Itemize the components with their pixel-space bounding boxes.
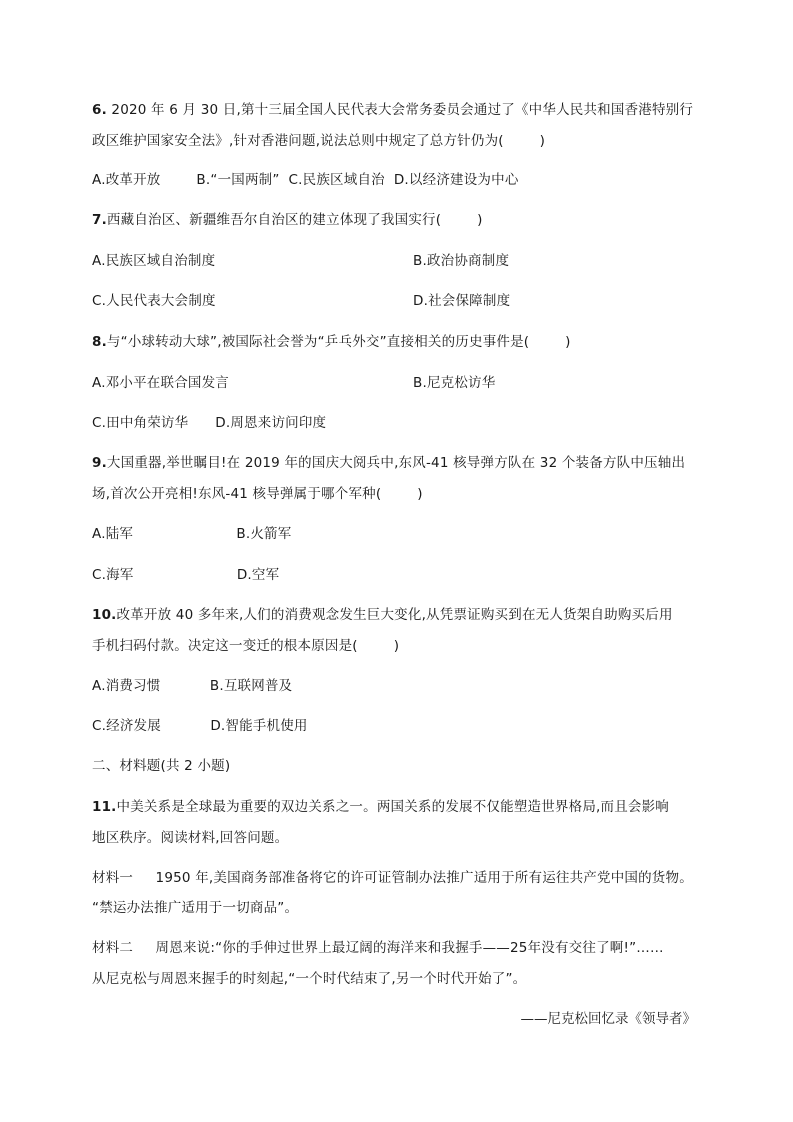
q7-option-a: A.民族区域自治制度 (92, 253, 216, 269)
q8-option-b: B.尼克松访华 (413, 375, 496, 391)
material1-line1: 材料一 1950 年,美国商务部准备将它的许可证管制办法推广适用于所有运往共产党中国的货物。 (92, 870, 693, 886)
q7-options-ab (92, 251, 510, 271)
q6-number: 6. (92, 102, 107, 118)
q9-stem-line2: 场,首次公开亮相!东风-41 核导弹属于哪个军种( ) (92, 486, 423, 502)
q8-stem-text: 与“小球转动大球”,被国际社会誉为“乒乓外交”直接相关的历史事件是( ) (106, 334, 571, 350)
q6-options: A.改革开放 B.“一国两制” C.民族区域自治 D.以经济建设为中心 (92, 172, 519, 188)
section-heading: 二、材料题(共 2 小题) (92, 758, 231, 774)
q10-number: 10. (92, 607, 117, 623)
q7-stem (92, 210, 483, 230)
q10-line1 (92, 605, 673, 625)
q9-stem-line1: 大国重器,举世瞩目!在 2019 年的国庆大阅兵中,东风-41 核导弹方队在 32 个装备方队中压轴出 (106, 455, 686, 471)
q11-line1 (92, 797, 669, 817)
q11-stem-line2: 地区秩序。阅读材料,回答问题。 (92, 830, 289, 846)
q8-option-a: A.邓小平在联合国发言 (92, 375, 229, 391)
q6-stem-line1: 2020 年 6 月 30 日,第十三届全国人民代表大会常务委员会通过了《中华人民共和国香港特别行 (106, 102, 694, 118)
q10-options-ab: A.消费习惯 B.互联网普及 (92, 678, 293, 694)
q11-number: 11. (92, 799, 117, 815)
q9-options-cd: C.海军 D.空军 (92, 567, 280, 583)
q9-options-ab: A.陆军 B.火箭军 (92, 526, 292, 542)
q9-number: 9. (92, 455, 107, 471)
q6-line1 (92, 100, 693, 120)
material2-source: ——尼克松回忆录《领导者》 (520, 1011, 696, 1027)
q7-option-b: B.政治协商制度 (413, 253, 510, 269)
material2-line1: 材料二 周恩来说:“你的手伸过世界上最辽阔的海洋来和我握手——25年没有交往了啊!”…… (92, 940, 664, 956)
q7-options-cd (92, 291, 511, 311)
q8-options-ab (92, 373, 496, 393)
q7-option-c: C.人民代表大会制度 (92, 293, 216, 309)
q8-number: 8. (92, 334, 107, 350)
material2-line2: 从尼克松与周恩来握手的时刻起,“一个时代结束了,另一个时代开始了”。 (92, 971, 527, 987)
q6-stem-line2: 政区维护国家安全法》,针对香港问题,说法总则中规定了总方针仍为( ) (92, 133, 546, 149)
q7-option-d: D.社会保障制度 (413, 293, 511, 309)
q9-line1 (92, 453, 685, 473)
q8-options-cd: C.田中角荣访华 D.周恩来访问印度 (92, 415, 327, 431)
q10-stem-line1: 改革开放 40 多年来,人们的消费观念发生巨大变化,从凭票证购买到在无人货架自助购买后用 (116, 607, 673, 623)
q7-number: 7. (92, 212, 107, 228)
q10-stem-line2: 手机扫码付款。决定这一变迁的根本原因是( ) (92, 638, 400, 654)
q10-options-cd: C.经济发展 D.智能手机使用 (92, 718, 308, 734)
q11-stem-line1: 中美关系是全球最为重要的双边关系之一。两国关系的发展不仅能塑造世界格局,而且会影响 (116, 799, 670, 815)
q7-stem-text: 西藏自治区、新疆维吾尔自治区的建立体现了我国实行( ) (106, 212, 483, 228)
q8-stem (92, 332, 571, 352)
material1-line2: “禁运办法推广适用于一切商品”。 (92, 900, 299, 916)
